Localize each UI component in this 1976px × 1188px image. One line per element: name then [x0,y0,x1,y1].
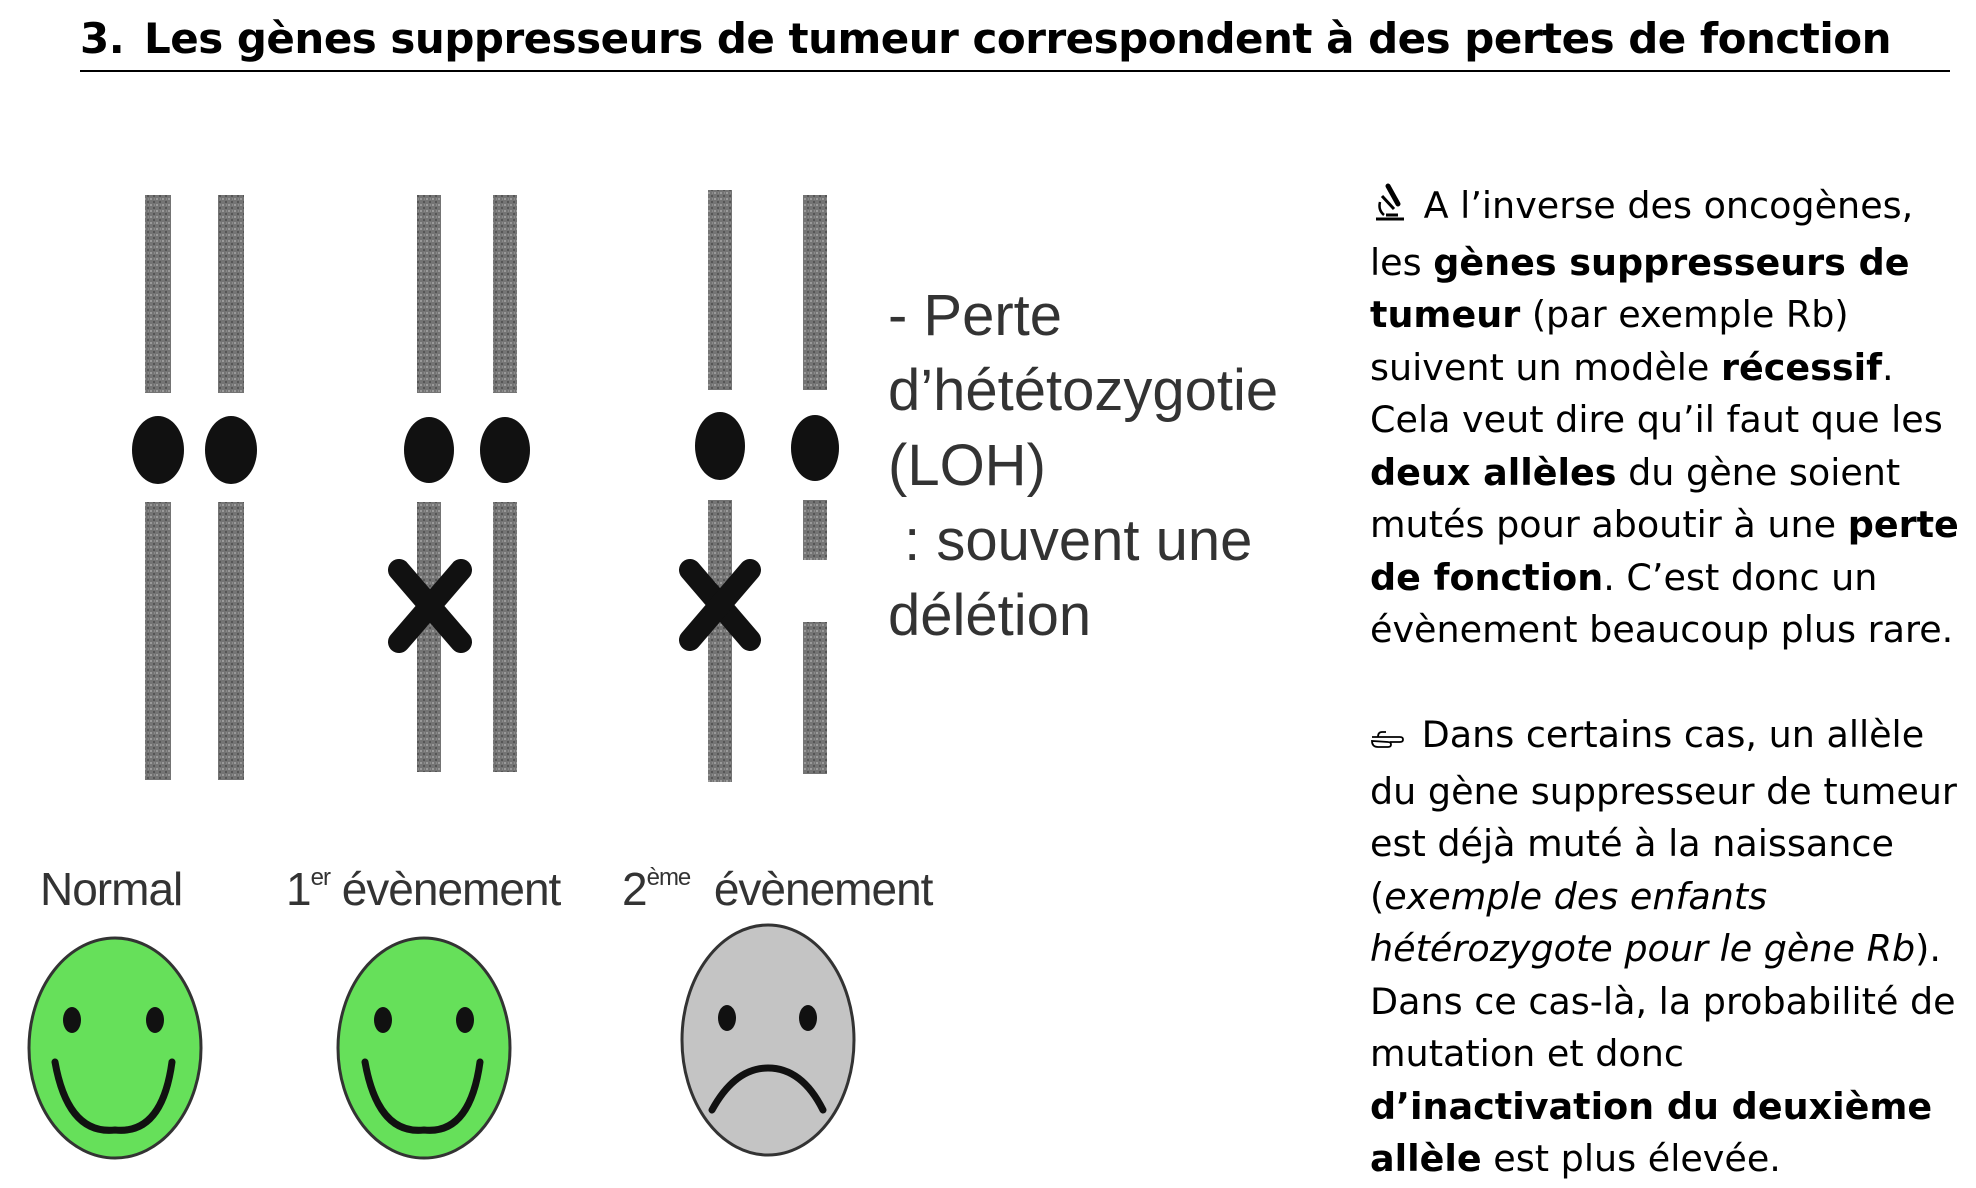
event-word: évènement [690,863,933,915]
chromosome-arm [145,502,171,780]
loh-line: délétion [888,583,1092,648]
loh-annotation [888,278,1348,653]
event-word: évènement [329,863,561,915]
chromosome-arm [218,195,244,393]
label-normal: Normal [40,863,183,915]
section-number: 3. [80,14,125,63]
chromosome-arm [145,195,171,393]
centromere [695,412,745,480]
chromosome-arm [708,190,732,390]
ordinal-suffix: ème [646,864,691,891]
chromosome-arm [803,622,827,774]
happy-face-icon [29,938,201,1158]
section-title: Les gènes suppresseurs de tumeur correspondent à des pertes de fonction [144,14,1892,63]
chromosome-arm [708,500,732,782]
section-heading [80,8,1950,72]
loh-line: d’hététozygotie [888,358,1279,423]
ordinal-number: 1 [286,863,311,915]
loh-figure [0,150,1340,1188]
explanation-text [1370,180,1962,1186]
pointing-hand-icon [1370,713,1404,766]
ordinal-suffix: er [310,864,330,891]
centromere [480,417,530,483]
loh-line: (LOH) [888,433,1046,498]
microscope-icon [1370,182,1406,237]
paragraph-heterozygous-case: Dans certains cas, un allèle du gène suppresseur de tumeur est déjà muté à la naissance (exemple des enfants hétérozygote pour le gène Rb). Dans ce cas-là, la probabilité de mutation et donc d’inactivation du deuxième allèle est plus élevée. [1370,713,1957,1180]
ordinal-number: 2 [622,863,647,915]
sad-face-icon [682,925,854,1155]
loh-line: : souvent une [888,508,1253,573]
paragraph-recessive-model: A l’inverse des oncogènes, les gènes suppresseurs de tumeur (par exemple Rb) suivent un modèle récessif. Cela veut dire qu’il faut que les deux allèles du gène soient mutés pour aboutir à une perte de fonction. C’est donc un évènement beaucoup plus rare. [1370,184,1959,651]
chromosome-arm [493,502,517,772]
label-second-event [622,862,932,916]
loh-line: - Perte [888,283,1063,348]
chromosome-arm [417,502,441,772]
paragraph-spacer [1370,657,1962,710]
chromosome-arm [417,195,441,393]
centromere [404,417,454,483]
centromere [205,416,257,484]
chromosome-arm-deleted [803,500,827,560]
chromosome-pair-first-event [399,195,530,772]
chromosome-pair-normal [132,195,257,780]
chromosome-arm [803,195,827,390]
centromere [132,416,184,484]
happy-face-icon [338,938,510,1158]
chromosome-arm [493,195,517,393]
chromosome-arm [218,502,244,780]
chromosome-pair-second-event [690,190,839,782]
label-first-event [286,862,560,916]
centromere [791,415,839,481]
